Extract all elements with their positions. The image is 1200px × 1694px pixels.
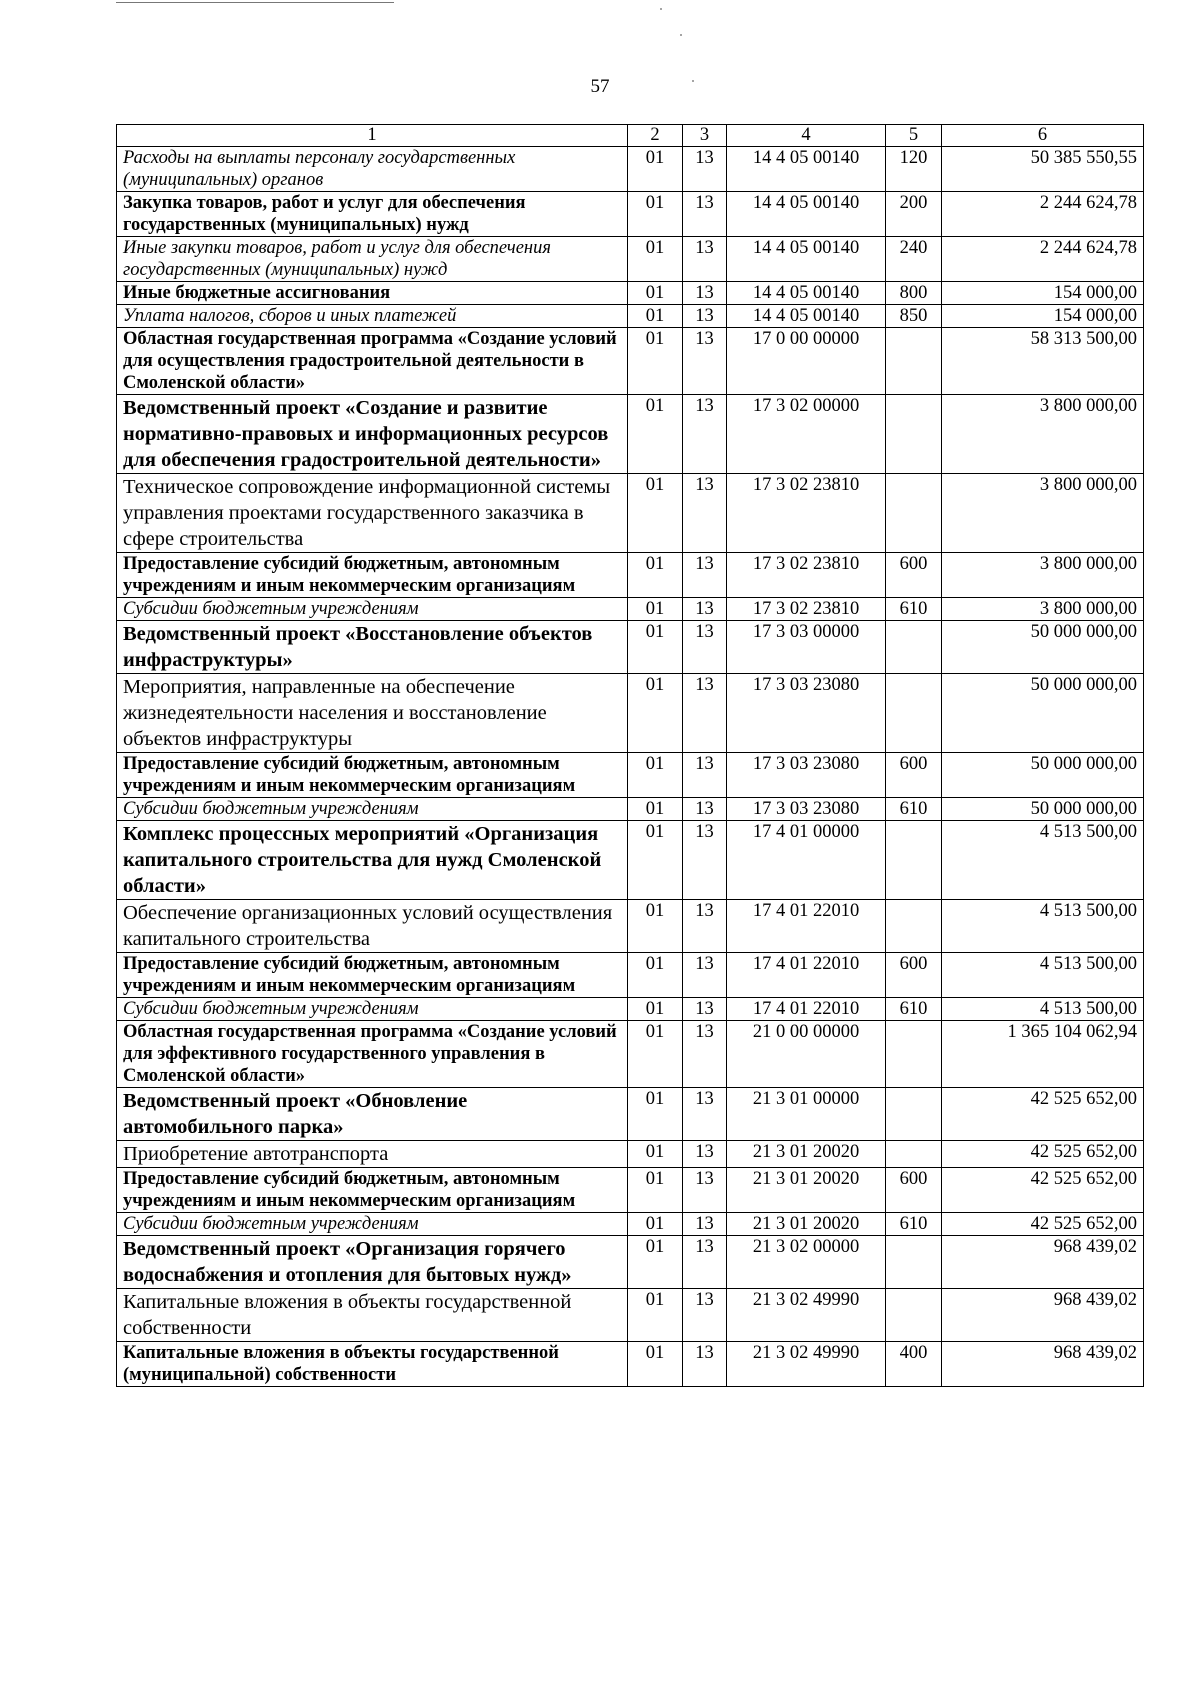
item-name-cell: Расходы на выплаты персоналу государственных (муниципальных) органов [117,147,628,192]
target-article-code-cell: 17 4 01 22010 [727,900,886,953]
expense-type-code-cell: 610 [886,998,942,1021]
target-article-code-cell: 17 3 02 23810 [727,474,886,553]
scan-artifact-dot [660,8,662,10]
subsection-code-cell: 13 [683,900,727,953]
table-row [117,1141,1144,1168]
amount-cell: 50 000 000,00 [942,621,1144,674]
target-article-code-cell: 17 4 01 22010 [727,953,886,998]
section-code-cell: 01 [628,1213,683,1236]
subsection-code-cell: 13 [683,621,727,674]
expense-type-code-cell: 240 [886,237,942,282]
item-name-cell: Уплата налогов, сборов и иных платежей [117,305,628,328]
item-name-cell: Предоставление субсидий бюджетным, автономным учреждениям и иным некоммерческим организациям [117,953,628,998]
item-name-cell: Приобретение автотранспорта [117,1141,628,1168]
item-name-cell: Обеспечение организационных условий осуществления капитального строительства [117,900,628,953]
section-code-cell: 01 [628,1021,683,1088]
target-article-code-cell: 17 3 03 23080 [727,753,886,798]
amount-cell: 3 800 000,00 [942,598,1144,621]
item-name-cell: Областная государственная программа «Создание условий для осуществления градостроительной деятельности в Смоленской области» [117,328,628,395]
amount-cell: 1 365 104 062,94 [942,1021,1144,1088]
item-name-cell: Субсидии бюджетным учреждениям [117,798,628,821]
section-code-cell: 01 [628,553,683,598]
expense-type-code-cell: 850 [886,305,942,328]
scan-artifact-line [116,2,394,3]
table-row [117,395,1144,474]
expense-type-code-cell: 610 [886,1213,942,1236]
header-col-3: 3 [683,125,727,147]
table-row [117,1088,1144,1141]
subsection-code-cell: 13 [683,1236,727,1289]
item-name-cell: Предоставление субсидий бюджетным, автономным учреждениям и иным некоммерческим организациям [117,553,628,598]
section-code-cell: 01 [628,282,683,305]
section-code-cell: 01 [628,1088,683,1141]
target-article-code-cell: 21 3 02 49990 [727,1289,886,1342]
scan-artifact-dot [680,34,682,36]
subsection-code-cell: 13 [683,553,727,598]
expense-type-code-cell: 600 [886,753,942,798]
expense-type-code-cell: 610 [886,798,942,821]
amount-cell: 50 000 000,00 [942,674,1144,753]
subsection-code-cell: 13 [683,821,727,900]
target-article-code-cell: 21 3 01 20020 [727,1213,886,1236]
subsection-code-cell: 13 [683,1141,727,1168]
section-code-cell: 01 [628,1289,683,1342]
expense-type-code-cell [886,621,942,674]
section-code-cell: 01 [628,798,683,821]
item-name-cell: Иные бюджетные ассигнования [117,282,628,305]
amount-cell: 42 525 652,00 [942,1088,1144,1141]
amount-cell: 4 513 500,00 [942,900,1144,953]
table-row [117,192,1144,237]
section-code-cell: 01 [628,621,683,674]
target-article-code-cell: 17 3 02 00000 [727,395,886,474]
target-article-code-cell: 14 4 05 00140 [727,192,886,237]
section-code-cell: 01 [628,674,683,753]
table-row [117,1168,1144,1213]
item-name-cell: Предоставление субсидий бюджетным, автономным учреждениям и иным некоммерческим организациям [117,1168,628,1213]
item-name-cell: Ведомственный проект «Восстановление объектов инфраструктуры» [117,621,628,674]
table-row [117,147,1144,192]
amount-cell: 4 513 500,00 [942,953,1144,998]
subsection-code-cell: 13 [683,598,727,621]
expense-type-code-cell [886,328,942,395]
table-row [117,1021,1144,1088]
table-row [117,753,1144,798]
table-row [117,998,1144,1021]
table-row [117,621,1144,674]
subsection-code-cell: 13 [683,237,727,282]
expense-type-code-cell: 200 [886,192,942,237]
subsection-code-cell: 13 [683,674,727,753]
subsection-code-cell: 13 [683,753,727,798]
target-article-code-cell: 21 0 00 00000 [727,1021,886,1088]
amount-cell: 968 439,02 [942,1289,1144,1342]
table-row [117,282,1144,305]
amount-cell: 4 513 500,00 [942,998,1144,1021]
subsection-code-cell: 13 [683,192,727,237]
amount-cell: 154 000,00 [942,305,1144,328]
item-name-cell: Закупка товаров, работ и услуг для обеспечения государственных (муниципальных) нужд [117,192,628,237]
subsection-code-cell: 13 [683,282,727,305]
amount-cell: 58 313 500,00 [942,328,1144,395]
table-row [117,328,1144,395]
subsection-code-cell: 13 [683,474,727,553]
subsection-code-cell: 13 [683,1342,727,1387]
expense-type-code-cell: 400 [886,1342,942,1387]
expense-type-code-cell [886,1021,942,1088]
expense-type-code-cell [886,1289,942,1342]
section-code-cell: 01 [628,395,683,474]
subsection-code-cell: 13 [683,1021,727,1088]
amount-cell: 2 244 624,78 [942,192,1144,237]
table-row [117,1236,1144,1289]
amount-cell: 3 800 000,00 [942,395,1144,474]
target-article-code-cell: 17 3 03 23080 [727,674,886,753]
section-code-cell: 01 [628,328,683,395]
subsection-code-cell: 13 [683,395,727,474]
header-col-1: 1 [117,125,628,147]
expense-type-code-cell: 600 [886,553,942,598]
amount-cell: 3 800 000,00 [942,553,1144,598]
item-name-cell: Иные закупки товаров, работ и услуг для обеспечения государственных (муниципальных) нужд [117,237,628,282]
amount-cell: 4 513 500,00 [942,821,1144,900]
expense-type-code-cell [886,1088,942,1141]
item-name-cell: Предоставление субсидий бюджетным, автономным учреждениям и иным некоммерческим организациям [117,753,628,798]
subsection-code-cell: 13 [683,1168,727,1213]
target-article-code-cell: 17 0 00 00000 [727,328,886,395]
table-row [117,1342,1144,1387]
target-article-code-cell: 21 3 01 00000 [727,1088,886,1141]
table-row [117,953,1144,998]
subsection-code-cell: 13 [683,1289,727,1342]
expense-type-code-cell: 800 [886,282,942,305]
section-code-cell: 01 [628,147,683,192]
amount-cell: 154 000,00 [942,282,1144,305]
expense-type-code-cell [886,1236,942,1289]
table-row [117,900,1144,953]
header-col-5: 5 [886,125,942,147]
amount-cell: 50 000 000,00 [942,753,1144,798]
subsection-code-cell: 13 [683,798,727,821]
item-name-cell: Комплекс процессных мероприятий «Организация капитального строительства для нужд Смоленской области» [117,821,628,900]
item-name-cell: Субсидии бюджетным учреждениям [117,1213,628,1236]
amount-cell: 968 439,02 [942,1342,1144,1387]
budget-table [116,124,1144,1387]
table-row [117,821,1144,900]
item-name-cell: Областная государственная программа «Создание условий для эффективного государственного управления в Смоленской области» [117,1021,628,1088]
section-code-cell: 01 [628,821,683,900]
target-article-code-cell: 21 3 02 49990 [727,1342,886,1387]
amount-cell: 42 525 652,00 [942,1168,1144,1213]
page-number: 57 [590,76,610,97]
expense-type-code-cell [886,900,942,953]
target-article-code-cell: 21 3 01 20020 [727,1168,886,1213]
table-body [117,147,1144,1387]
subsection-code-cell: 13 [683,953,727,998]
table-row [117,1289,1144,1342]
target-article-code-cell: 17 3 02 23810 [727,598,886,621]
table-header-row [117,125,1144,147]
section-code-cell: 01 [628,305,683,328]
expense-type-code-cell: 600 [886,1168,942,1213]
expense-type-code-cell [886,474,942,553]
subsection-code-cell: 13 [683,998,727,1021]
item-name-cell: Капитальные вложения в объекты государственной собственности [117,1289,628,1342]
table-row [117,237,1144,282]
section-code-cell: 01 [628,1168,683,1213]
expense-type-code-cell: 120 [886,147,942,192]
section-code-cell: 01 [628,900,683,953]
target-article-code-cell: 17 3 02 23810 [727,553,886,598]
item-name-cell: Капитальные вложения в объекты государственной (муниципальной) собственности [117,1342,628,1387]
target-article-code-cell: 21 3 01 20020 [727,1141,886,1168]
section-code-cell: 01 [628,474,683,553]
target-article-code-cell: 17 3 03 00000 [727,621,886,674]
target-article-code-cell: 14 4 05 00140 [727,237,886,282]
section-code-cell: 01 [628,953,683,998]
section-code-cell: 01 [628,598,683,621]
expense-type-code-cell [886,395,942,474]
subsection-code-cell: 13 [683,147,727,192]
subsection-code-cell: 13 [683,1213,727,1236]
item-name-cell: Ведомственный проект «Обновление автомобильного парка» [117,1088,628,1141]
table-row [117,1213,1144,1236]
table-row [117,474,1144,553]
section-code-cell: 01 [628,1141,683,1168]
amount-cell: 50 000 000,00 [942,798,1144,821]
target-article-code-cell: 21 3 02 00000 [727,1236,886,1289]
amount-cell: 3 800 000,00 [942,474,1144,553]
subsection-code-cell: 13 [683,1088,727,1141]
amount-cell: 42 525 652,00 [942,1141,1144,1168]
amount-cell: 50 385 550,55 [942,147,1144,192]
expense-type-code-cell: 600 [886,953,942,998]
table-row [117,798,1144,821]
header-col-6: 6 [942,125,1144,147]
table-row [117,553,1144,598]
amount-cell: 42 525 652,00 [942,1213,1144,1236]
section-code-cell: 01 [628,237,683,282]
target-article-code-cell: 17 4 01 00000 [727,821,886,900]
item-name-cell: Мероприятия, направленные на обеспечение жизнедеятельности населения и восстановление объектов инфраструктуры [117,674,628,753]
item-name-cell: Субсидии бюджетным учреждениям [117,998,628,1021]
amount-cell: 968 439,02 [942,1236,1144,1289]
header-col-4: 4 [727,125,886,147]
item-name-cell: Техническое сопровождение информационной системы управления проектами государственного заказчика в сфере строительства [117,474,628,553]
header-col-2: 2 [628,125,683,147]
amount-cell: 2 244 624,78 [942,237,1144,282]
expense-type-code-cell [886,674,942,753]
section-code-cell: 01 [628,192,683,237]
table-row [117,305,1144,328]
target-article-code-cell: 17 3 03 23080 [727,798,886,821]
target-article-code-cell: 14 4 05 00140 [727,282,886,305]
item-name-cell: Ведомственный проект «Создание и развитие нормативно-правовых и информационных ресурсов для обеспечения градостроительной деятельности» [117,395,628,474]
table-row [117,598,1144,621]
target-article-code-cell: 17 4 01 22010 [727,998,886,1021]
item-name-cell: Ведомственный проект «Организация горячего водоснабжения и отопления для бытовых нужд» [117,1236,628,1289]
expense-type-code-cell [886,821,942,900]
item-name-cell: Субсидии бюджетным учреждениям [117,598,628,621]
subsection-code-cell: 13 [683,328,727,395]
subsection-code-cell: 13 [683,305,727,328]
expense-type-code-cell: 610 [886,598,942,621]
target-article-code-cell: 14 4 05 00140 [727,305,886,328]
target-article-code-cell: 14 4 05 00140 [727,147,886,192]
section-code-cell: 01 [628,1342,683,1387]
section-code-cell: 01 [628,1236,683,1289]
expense-type-code-cell [886,1141,942,1168]
section-code-cell: 01 [628,998,683,1021]
section-code-cell: 01 [628,753,683,798]
table-row [117,674,1144,753]
